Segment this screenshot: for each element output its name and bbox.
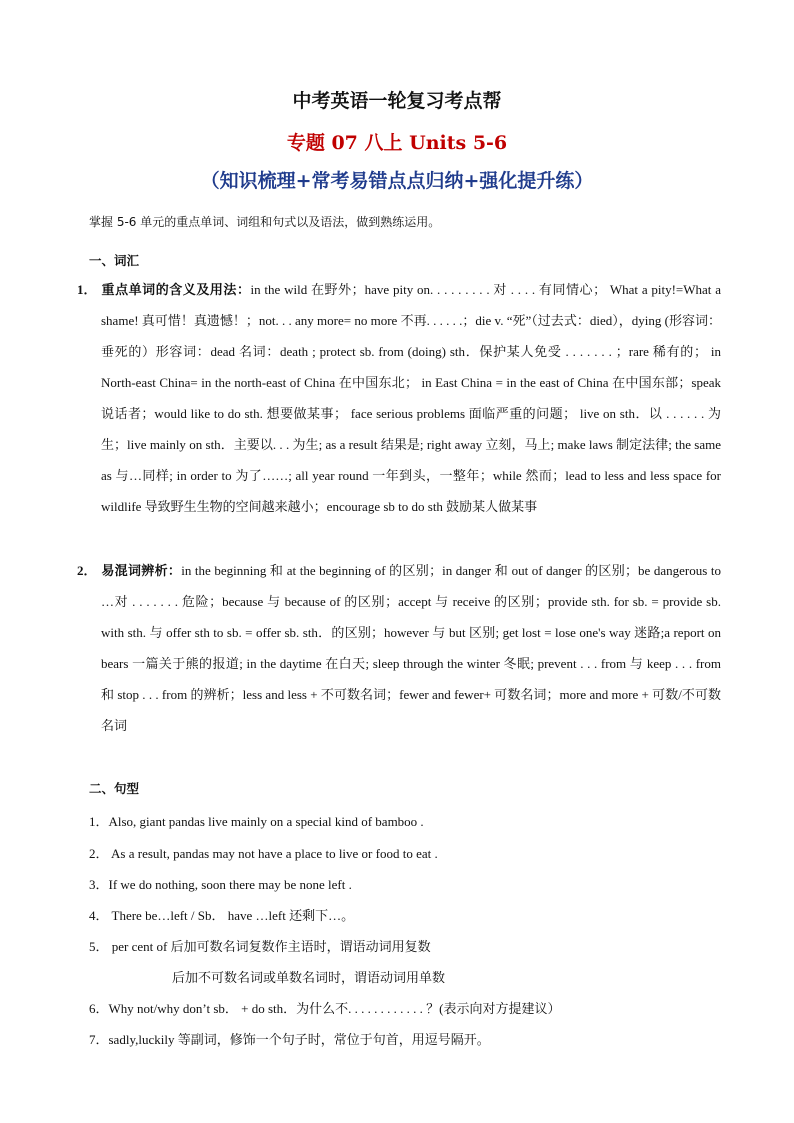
intro-text: 掌握 5-6 单元的重点单词、词组和句式以及语法，做到熟练运用。 (89, 215, 441, 229)
item-number: 1． (77, 282, 97, 297)
document-tagline: （知识梳理+常考易错点点归纳+强化提升练） (200, 170, 594, 192)
vocab-item-2 (77, 555, 721, 741)
sentence-item: 6．Why not/why don’t sb． + do sth．为什么不. . . . . . . . . . . . ？(表示向对方提建议） (89, 1001, 561, 1016)
item-body: in the beginning 和 at the beginning of 的区别；in danger 和 out of danger 的区别；be dangerous to …对 . . . . . . . 危险；because 与 because of 的区别；accept 与 receive 的区别；provide sth. for sb. = provide sb. with sth. 与 offer sth to sb. = offer sb. sth．的区别；however 与 but 区别; get lost = lose one's way 迷路;a report on bears 一篇关于熊的报道; in the daytime 在白天; sleep through the winter 冬眠; prevent . . . from 与 keep . . . from 和 stop . . . from 的辨析；less and less + 不可数名词；fewer and fewer+ 可数名词；more and more + 可数/不可数名词 (101, 563, 721, 733)
item-lead: 易混词辨析： (101, 563, 182, 578)
sentence-item: 4． There be…left / Sb． have …left 还剩下…。 (89, 908, 355, 923)
vocab-item-1 (77, 274, 721, 522)
section-heading-sentences: 二、句型 (89, 781, 140, 796)
item-number: 2． (77, 563, 97, 578)
sentence-item-continuation: 后加不可数名词或单数名词时，谓语动词用单数 (172, 970, 446, 985)
sentence-item: 5． per cent of 后加可数名词复数作主语时，谓语动词用复数 (89, 939, 431, 954)
sentence-item: 2． As a result, pandas may not have a place to live or food to eat . (89, 846, 438, 861)
section-heading-vocabulary: 一、词汇 (89, 253, 140, 268)
sentence-item: 1．Also, giant pandas live mainly on a special kind of bamboo . (89, 814, 424, 829)
sentence-item: 3．If we do nothing, soon there may be none left . (89, 877, 352, 892)
document-title: 中考英语一轮复习考点帮 (292, 90, 502, 112)
sentence-item: 7．sadly,luckily 等副词，修饰一个句子时，常位于句首，用逗号隔开。 (89, 1032, 490, 1047)
item-body: in the wild 在野外；have pity on. . . . . . . . . 对 . . . . 有同情心； What a pity!=What a shame! 真可惜！真遗憾！；not. . . any more= no more 不再. . . . . .；die v. “死”（过去式：died），dying (形容词：垂死的）形容词：dead 名词：death ; protect sb. from (doing) sth．保护某人免受 . . . . . . . ；rare 稀有的； in North-east China= in the north-east of China 在中国东北； in East China = in the east of China 在中国东部；speak 说话者；would like to do sth. 想要做某事； face serious problems 面临严重的问题； live on sth．以 . . . . . . 为生；live mainly on sth．主要以. . . 为生; as a result 结果是; right away 立刻，马上; make laws 制定法律; the same as 与…同样; in order to 为了……; all year round 一年到头，一整年；while 然而；lead to less and less space for wildlife 导致野生生物的空间越来越小；encourage sb to do sth 鼓励某人做某事 (101, 282, 721, 514)
item-lead: 重点单词的含义及用法： (101, 282, 251, 297)
document-subtitle: 专题 07 八上 Units 5-6 (286, 132, 508, 154)
